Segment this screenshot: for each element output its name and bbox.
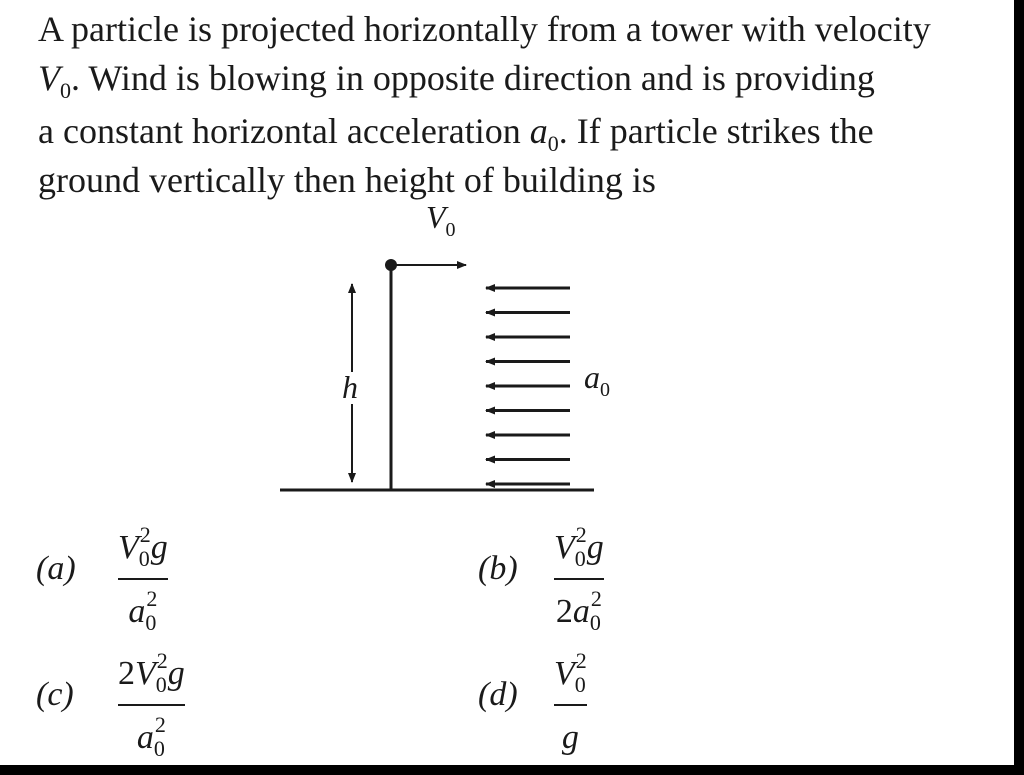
option-d-denominator: g (561, 719, 579, 756)
question-text-3a: a constant horizontal acceleration (38, 111, 530, 151)
option-c-denominator: $a_0^2$ (136, 712, 166, 761)
option-b-numerator: $V_0^2g$ (554, 522, 604, 571)
question-text-3b: . If particle strikes the (558, 111, 874, 151)
option-d-label: (d) (478, 676, 518, 713)
question-text-2: . Wind is blowing in opposite direction and is providing (71, 58, 875, 98)
tower-diagram (0, 190, 1014, 510)
option-b-label: (b) (478, 550, 518, 587)
option-a-fraction (118, 522, 168, 636)
acceleration-label: $a_0$ (584, 359, 610, 401)
option-a-fraction-bar (118, 578, 168, 580)
option-a-numerator: $V_0^2g$ (118, 522, 168, 571)
velocity-label: $V_0$ (426, 199, 456, 241)
option-b-fraction (554, 522, 604, 636)
question-line-1 (38, 6, 968, 52)
velocity-symbol: V (38, 58, 60, 98)
acceleration-symbol: a (529, 111, 548, 151)
option-a-denominator: $a_0^2$ (128, 586, 158, 635)
height-label: h (342, 369, 358, 405)
option-b-fraction-bar (554, 578, 604, 580)
option-c-fraction (118, 648, 185, 762)
question-text-4: ground vertically then height of building is (38, 160, 656, 200)
option-c-label: (c) (36, 676, 74, 713)
wind-arrows (486, 288, 570, 484)
question-line-2 (38, 55, 968, 114)
acceleration-subscript: 0 (547, 131, 559, 156)
question-text-1: A particle is projected horizontally from a tower with velocity (38, 9, 931, 49)
option-b-denominator: $2a_0^2$ (555, 586, 602, 635)
option-c-numerator: $2V_0^2g$ (118, 648, 185, 697)
option-a-label: (a) (36, 550, 76, 587)
option-d-fraction (554, 648, 587, 762)
option-c-fraction-bar (118, 704, 185, 706)
velocity-subscript: 0 (60, 78, 71, 103)
option-d-numerator: $V_0^2$ (554, 648, 587, 697)
option-d-fraction-bar (554, 704, 587, 706)
